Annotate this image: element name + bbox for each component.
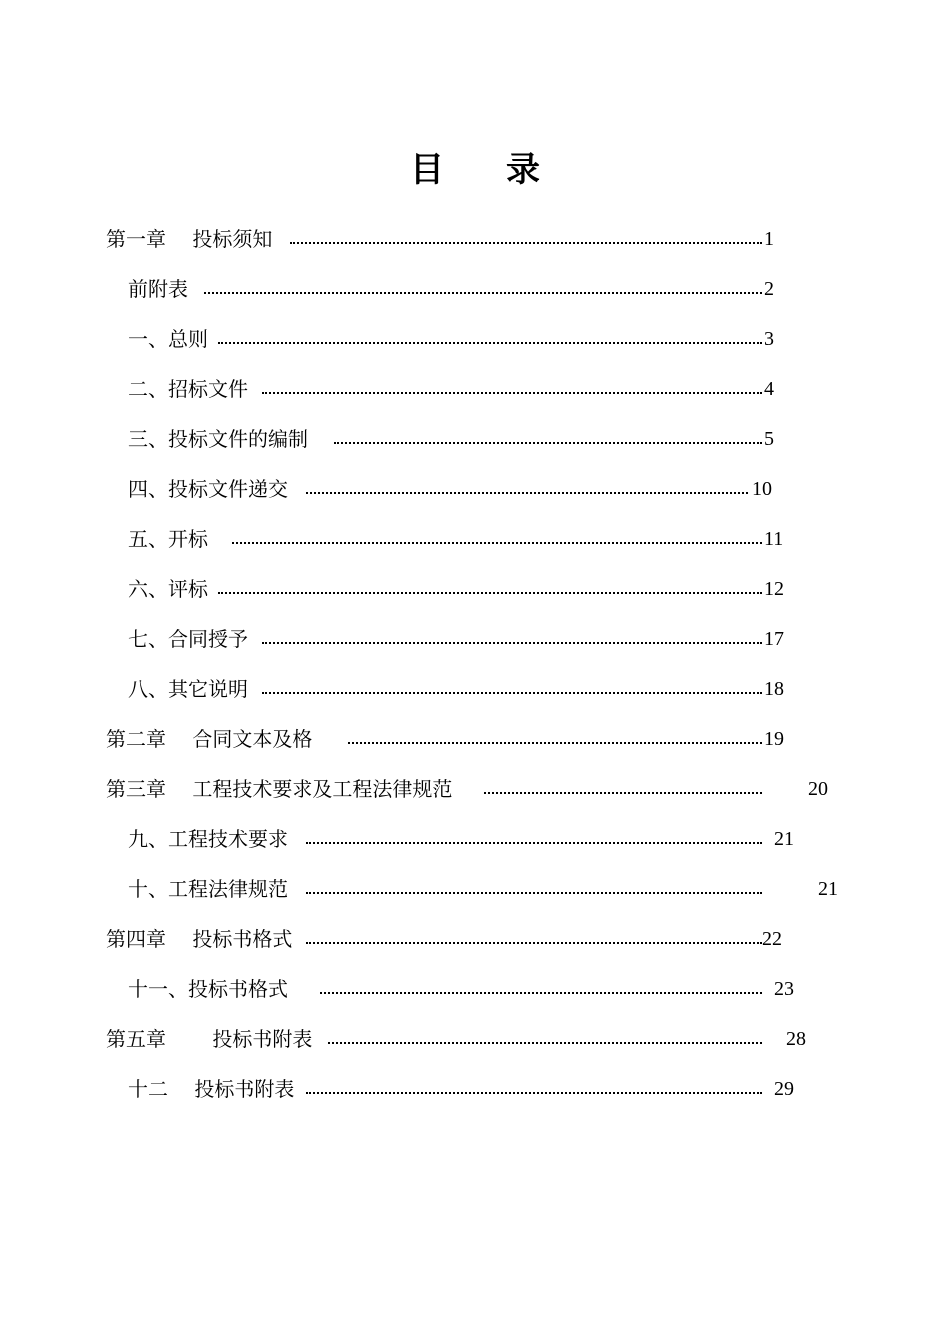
- toc-entry-page: 21: [774, 828, 794, 850]
- toc-dot-leader: [262, 692, 762, 694]
- toc-entry-page: 18: [764, 678, 784, 700]
- toc-heading-char-2: 录: [506, 150, 540, 190]
- toc-entry[interactable]: [128, 274, 808, 304]
- toc-dot-leader: [328, 1042, 762, 1044]
- toc-entry[interactable]: [128, 624, 808, 654]
- toc-entry[interactable]: [128, 374, 808, 404]
- toc-entry[interactable]: [106, 924, 806, 954]
- toc-entry-page: 29: [774, 1078, 794, 1100]
- toc-dot-leader: [290, 242, 762, 244]
- toc-entry[interactable]: [128, 874, 868, 904]
- toc-entry-page: 2: [764, 278, 774, 300]
- toc-dot-leader: [218, 592, 762, 594]
- toc-entry-label: 二、招标文件: [128, 377, 248, 401]
- toc-entry[interactable]: [128, 974, 828, 1004]
- toc-entry-label: 三、投标文件的编制: [128, 427, 308, 451]
- toc-entry[interactable]: [106, 774, 846, 804]
- toc-dot-leader: [218, 342, 762, 344]
- toc-entry-label: 六、评标: [128, 577, 208, 601]
- toc-entry[interactable]: [128, 524, 808, 554]
- toc-entry-page: 20: [808, 778, 828, 800]
- toc-entry-label: 五、开标: [128, 527, 208, 551]
- toc-heading: [0, 142, 950, 191]
- toc-dot-leader: [348, 742, 762, 744]
- toc-dot-leader: [306, 1092, 762, 1094]
- toc-dot-leader: [262, 642, 762, 644]
- toc-entry-label: 十一、投标书格式: [128, 977, 288, 1001]
- toc-entry-page: 10: [752, 478, 772, 500]
- toc-entry[interactable]: [106, 724, 806, 754]
- toc-dot-leader: [306, 942, 762, 944]
- toc-entry[interactable]: [128, 824, 828, 854]
- toc-dot-leader: [232, 542, 762, 544]
- toc-dot-leader: [306, 892, 762, 894]
- toc-entry-page: 28: [786, 1028, 806, 1050]
- toc-entry[interactable]: [128, 1074, 828, 1104]
- toc-entry-label: 八、其它说明: [128, 677, 248, 701]
- toc-entry-page: 23: [774, 978, 794, 1000]
- toc-dot-leader: [334, 442, 762, 444]
- toc-entry-label: 一、总则: [128, 327, 208, 351]
- toc-entry[interactable]: [128, 474, 808, 504]
- toc-dot-leader: [484, 792, 762, 794]
- toc-entry[interactable]: [128, 574, 808, 604]
- toc-entry-page: 11: [764, 528, 784, 550]
- toc-entry-label: 第一章 投标须知: [106, 227, 273, 251]
- toc-heading-char-1: 目: [410, 150, 444, 190]
- toc-entry[interactable]: [128, 424, 808, 454]
- toc-entry[interactable]: [128, 674, 808, 704]
- toc-entry-label: 九、工程技术要求: [128, 827, 288, 851]
- toc-dot-leader: [204, 292, 762, 294]
- toc-entry-page: 12: [764, 578, 784, 600]
- toc-entry[interactable]: [106, 1024, 826, 1054]
- toc-entry-label: 十二 投标书附表: [128, 1077, 295, 1101]
- toc-dot-leader: [320, 992, 762, 994]
- toc-entry-label: 前附表: [128, 277, 188, 301]
- toc-entry-label: 第四章 投标书格式: [106, 927, 293, 951]
- toc-dot-leader: [306, 492, 748, 494]
- toc-entry[interactable]: [128, 324, 808, 354]
- toc-entry-label: 七、合同授予: [128, 627, 248, 651]
- toc-entry-label: 第三章 工程技术要求及工程法律规范: [106, 777, 453, 801]
- toc-entry-label: 第二章 合同文本及格: [106, 727, 313, 751]
- toc-entry-page: 19: [764, 728, 784, 750]
- toc-dot-leader: [306, 842, 762, 844]
- toc-dot-leader: [262, 392, 762, 394]
- toc-entry[interactable]: [106, 224, 806, 254]
- toc-entry-page: 5: [764, 428, 774, 450]
- toc-entry-label: 四、投标文件递交: [128, 477, 288, 501]
- toc-entry-page: 4: [764, 378, 774, 400]
- toc-entry-page: 21: [818, 878, 838, 900]
- toc-entry-page: 3: [764, 328, 774, 350]
- toc-entry-page: 22: [762, 928, 782, 950]
- toc-entry-page: 17: [764, 628, 784, 650]
- toc-entry-label: 十、工程法律规范: [128, 877, 288, 901]
- toc-entry-page: 1: [764, 228, 774, 250]
- toc-entry-label: 第五章 投标书附表: [106, 1027, 313, 1051]
